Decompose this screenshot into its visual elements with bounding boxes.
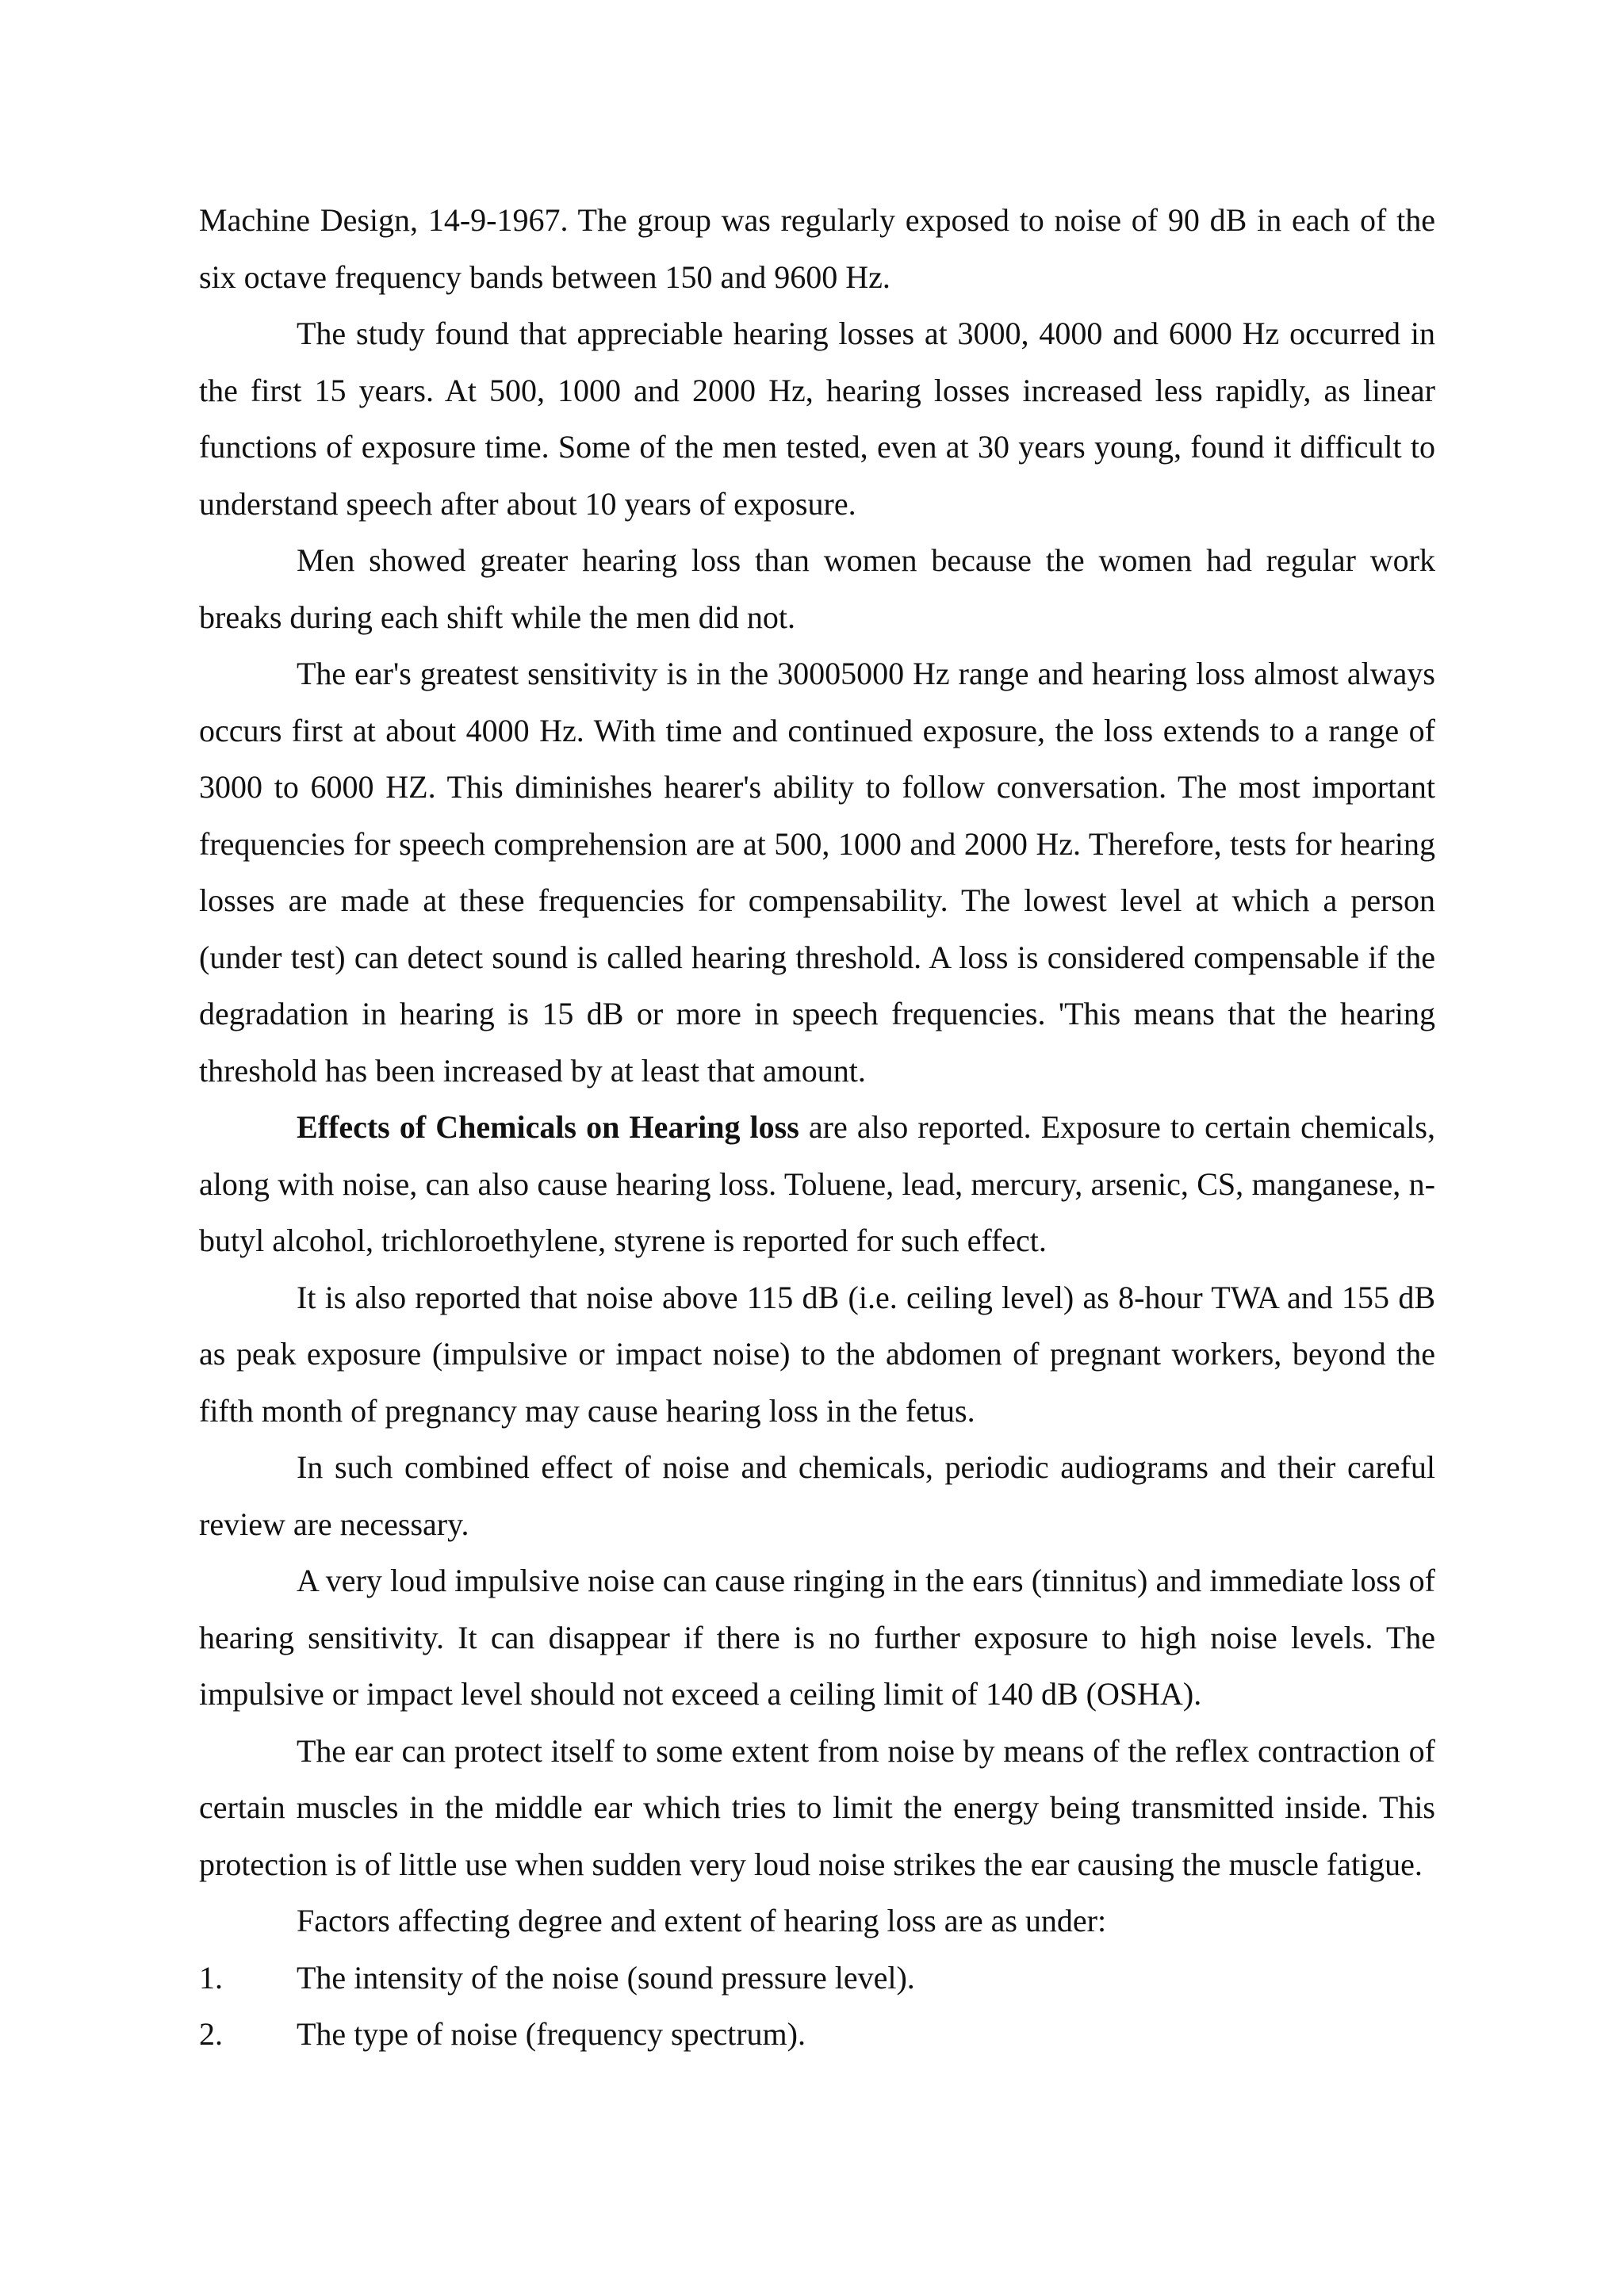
paragraph-text: are also reported. Exposure to certain chemicals, along with noise, can also cause hearing loss. Toluene, lead, mercury, arsenic, CS, manganese, n-butyl alcohol, trichloroethylene, styrene is reported for such effect.: [199, 1109, 1435, 1258]
paragraph: The ear's greatest sensitivity is in the 30005000 Hz range and hearing loss almost always occurs first at about 4000 Hz. With time and continued exposure, the loss extends to a range of 3000 to 6000 HZ. This diminishes hearer's ability to follow conversation. The most important frequencies for speech comprehension are at 500, 1000 and 2000 Hz. Therefore, tests for hearing losses are made at these frequencies for compensability. The lowest level at which a person (under test) can detect sound is called hearing threshold. A loss is considered compensable if the degradation in hearing is 15 dB or more in speech frequencies. 'This means that the hearing threshold has been increased by at least that amount.: [199, 656, 1435, 1089]
list-text: The type of noise (frequency spectrum).: [297, 2016, 806, 2052]
paragraph: It is also reported that noise above 115 dB (i.e. ceiling level) as 8-hour TWA and 155 dB as peak exposure (impulsive or impact noise) to the abdomen of pregnant workers, beyond the fifth month of pregnancy may cause hearing loss in the fetus.: [199, 1279, 1435, 1429]
paragraph: Machine Design, 14-9-1967. The group was regularly exposed to noise of 90 dB in each of the six octave frequency bands between 150 and 9600 Hz.: [199, 202, 1435, 295]
list-item: [199, 1950, 1435, 2007]
paragraph: The study found that appreciable hearing losses at 3000, 4000 and 6000 Hz occurred in the first 15 years. At 500, 1000 and 2000 Hz, hearing losses increased less rapidly, as linear functions of exposure time. Some of the men tested, even at 30 years young, found it difficult to understand speech after about 10 years of exposure.: [199, 316, 1435, 522]
list-item: [199, 2006, 1435, 2063]
list-number: 1.: [199, 1959, 223, 1996]
document-page: [199, 192, 1435, 2063]
list-number: 2.: [199, 2016, 223, 2052]
paragraph: A very loud impulsive noise can cause ringing in the ears (tinnitus) and immediate loss of hearing sensitivity. It can disappear if there is no further exposure to high noise levels. The impulsive or impact level should not exceed a ceiling limit of 140 dB (OSHA).: [199, 1563, 1435, 1712]
paragraph: Men showed greater hearing loss than women because the women had regular work breaks during each shift while the men did not.: [199, 542, 1435, 635]
list-text: The intensity of the noise (sound pressure level).: [297, 1959, 915, 1996]
paragraph: The ear can protect itself to some extent from noise by means of the reflex contraction of certain muscles in the middle ear which tries to limit the energy being transmitted inside. This protection is of little use when sudden very loud noise strikes the ear causing the muscle fatigue.: [199, 1732, 1435, 1882]
bold-heading: Effects of Chemicals on Hearing loss: [297, 1109, 799, 1145]
paragraph: In such combined effect of noise and chemicals, periodic audiograms and their careful review are necessary.: [199, 1449, 1435, 1542]
paragraph: Factors affecting degree and extent of hearing loss are as under:: [297, 1903, 1107, 1938]
paragraph-chemicals: [199, 1099, 1435, 1269]
